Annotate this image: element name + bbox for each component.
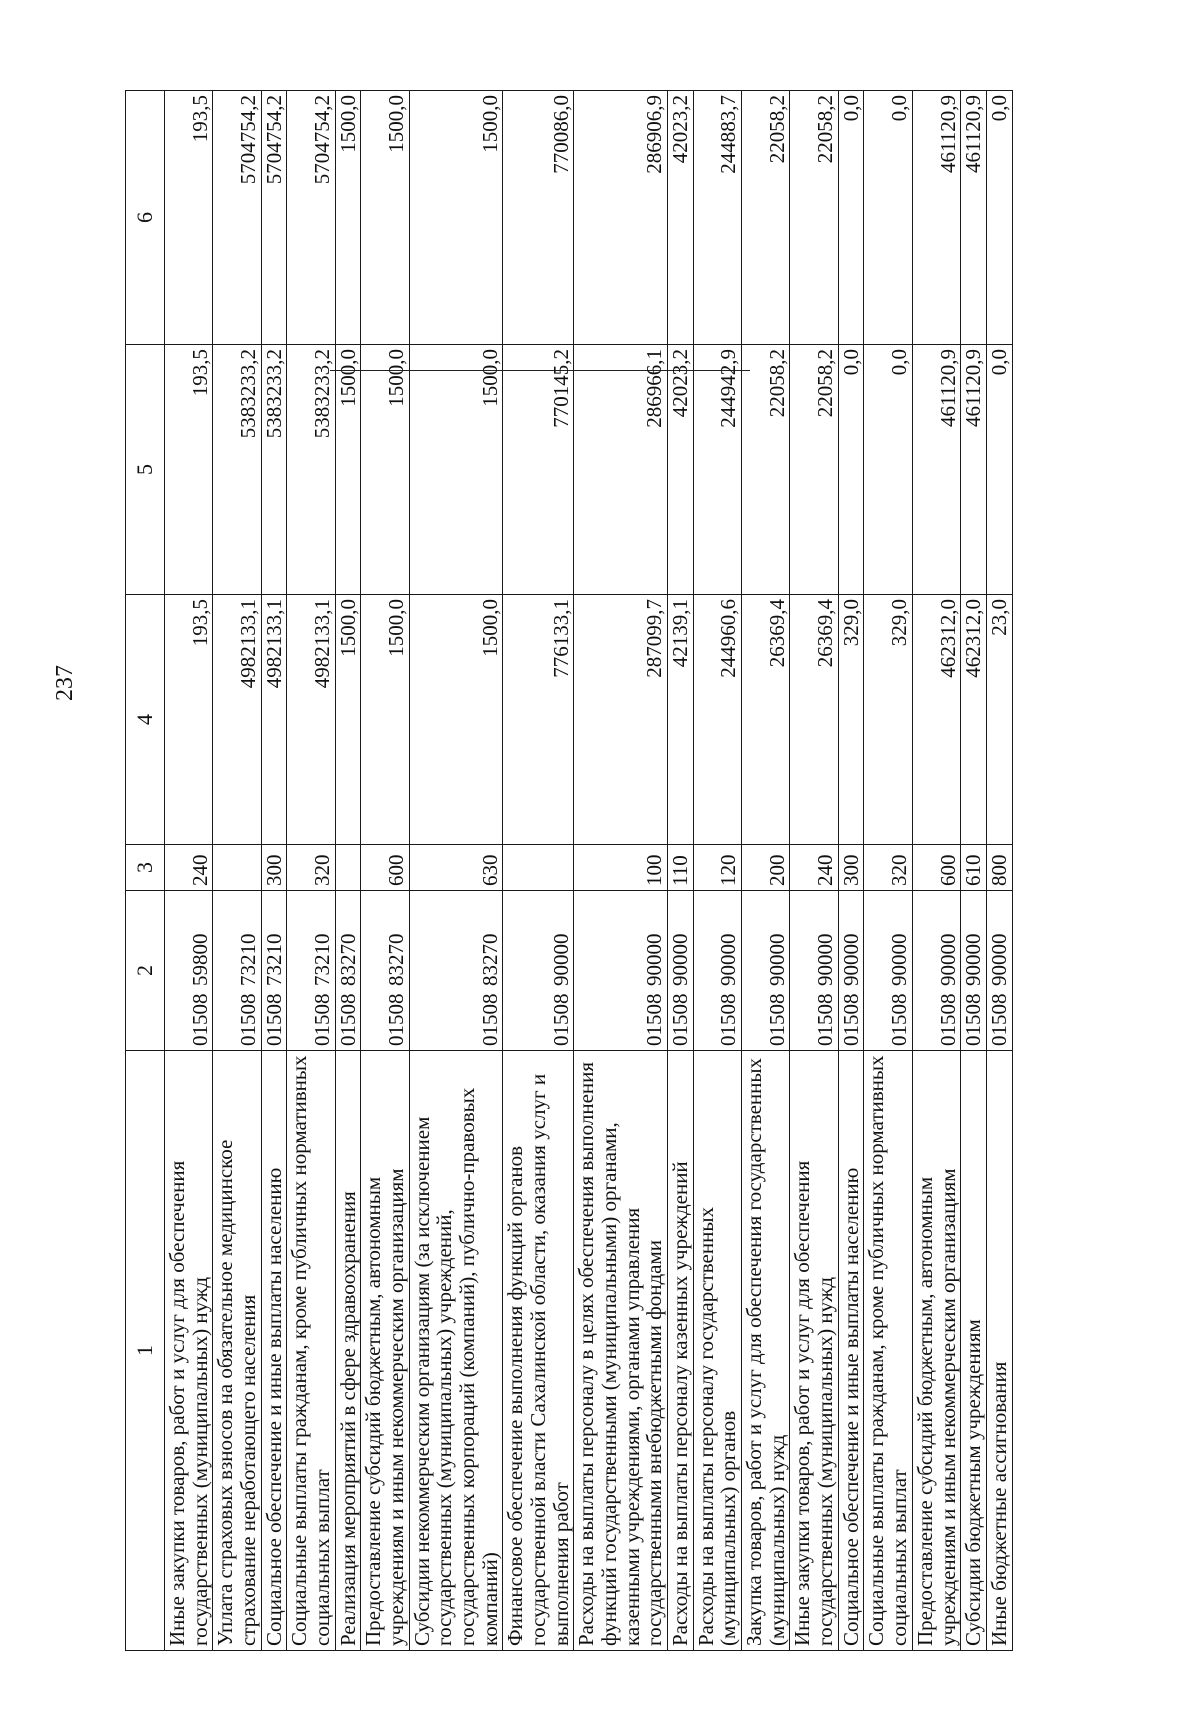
row-name-cell: Финансовое обеспечение выполнения функций органов государственной власти Сахалинской области, оказания услуг и выполнения работ — [503, 1051, 574, 1651]
table-row — [335, 91, 361, 1651]
row-kind-cell — [213, 845, 261, 891]
row-section-code: 01508 — [961, 993, 986, 1046]
row-value-col6: 461120,9 — [961, 91, 987, 345]
row-code-cell — [742, 891, 790, 1051]
row-code-cell — [790, 891, 838, 1051]
row-section-code: 01508 — [548, 993, 573, 1046]
row-section-code: 01508 — [384, 993, 409, 1046]
row-target-code: 90000 — [668, 933, 693, 986]
table-row — [503, 91, 574, 1651]
row-value-col4: 26369,4 — [742, 595, 790, 845]
row-name-cell: Предоставление субсидий бюджетным, автономным учреждениям и иным некоммерческим организациям — [912, 1051, 960, 1651]
row-code-cell — [287, 891, 335, 1051]
row-code-cell — [409, 891, 503, 1051]
row-value-col6: 0,0 — [986, 91, 1012, 345]
table-row — [912, 91, 960, 1651]
row-code-cell — [864, 891, 912, 1051]
header-col-2: 2 — [126, 891, 165, 1051]
row-kind-cell — [503, 845, 574, 891]
row-value-col5: 0,0 — [986, 345, 1012, 595]
row-value-col5: 22058,2 — [790, 345, 838, 595]
row-kind-cell: 240 — [165, 845, 213, 891]
row-value-col6: 42023,2 — [668, 91, 694, 345]
row-value-col6: 244883,7 — [693, 91, 741, 345]
row-value-col4: 4982133,1 — [261, 595, 287, 845]
row-value-col4: 1500,0 — [409, 595, 503, 845]
row-kind-cell: 610 — [961, 845, 987, 891]
row-value-col6: 770086,0 — [503, 91, 574, 345]
row-target-code: 90000 — [813, 933, 838, 986]
row-name-cell: Уплата страховых взносов на обязательное медицинское страхование неработающего населения — [213, 1051, 261, 1651]
row-name-cell: Социальное обеспечение и иные выплаты населению — [261, 1051, 287, 1651]
row-value-col6: 5704754,2 — [287, 91, 335, 345]
row-target-code: 90000 — [935, 933, 960, 986]
row-name-cell: Иные закупки товаров, работ и услуг для обеспечения государственных (муниципальных) нужд — [165, 1051, 213, 1651]
row-value-col5: 286966,1 — [574, 345, 668, 595]
row-kind-cell: 320 — [864, 845, 912, 891]
row-kind-cell: 110 — [668, 845, 694, 891]
row-kind-cell: 300 — [838, 845, 864, 891]
row-value-col4: 776133,1 — [503, 595, 574, 845]
row-code-cell — [693, 891, 741, 1051]
table-row — [574, 91, 668, 1651]
row-value-col5: 0,0 — [864, 345, 912, 595]
row-target-code: 90000 — [986, 933, 1011, 986]
row-target-code: 90000 — [887, 933, 912, 986]
row-kind-cell: 600 — [361, 845, 409, 891]
table-row — [790, 91, 838, 1651]
row-value-col6: 1500,0 — [335, 91, 361, 345]
row-section-code: 01508 — [477, 993, 502, 1046]
row-value-col5: 5383233,2 — [261, 345, 287, 595]
header-col-4: 4 — [126, 595, 165, 845]
row-section-code: 01508 — [813, 993, 838, 1046]
header-col-3: 3 — [126, 845, 165, 891]
page-number: 237 — [52, 665, 78, 701]
row-value-col4: 462312,0 — [961, 595, 987, 845]
row-name-cell: Субсидии бюджетным учреждениям — [961, 1051, 987, 1651]
row-target-code: 90000 — [838, 933, 863, 986]
row-value-col6: 5704754,2 — [213, 91, 261, 345]
row-target-code: 59800 — [187, 933, 212, 986]
row-code-cell — [361, 891, 409, 1051]
row-value-col4: 4982133,1 — [287, 595, 335, 845]
row-value-col5: 193,5 — [165, 345, 213, 595]
row-value-col6: 1500,0 — [361, 91, 409, 345]
table-row — [213, 91, 261, 1651]
table-row — [961, 91, 987, 1651]
row-kind-cell: 240 — [790, 845, 838, 891]
row-name-cell: Расходы на выплаты персоналу государственных (муниципальных) органов — [693, 1051, 741, 1651]
row-code-cell — [838, 891, 864, 1051]
row-value-col4: 4982133,1 — [213, 595, 261, 845]
row-value-col6: 22058,2 — [790, 91, 838, 345]
row-kind-cell — [335, 845, 361, 891]
row-section-code: 01508 — [187, 993, 212, 1046]
header-col-6: 6 — [126, 91, 165, 345]
table-row — [409, 91, 503, 1651]
row-target-code: 90000 — [961, 933, 986, 986]
row-name-cell: Иные закупки товаров, работ и услуг для обеспечения государственных (муниципальных) нужд — [790, 1051, 838, 1651]
row-value-col4: 42139,1 — [668, 595, 694, 845]
row-section-code: 01508 — [668, 993, 693, 1046]
row-section-code: 01508 — [261, 993, 286, 1046]
row-kind-cell: 630 — [409, 845, 503, 891]
row-value-col5: 0,0 — [838, 345, 864, 595]
row-value-col4: 462312,0 — [912, 595, 960, 845]
row-section-code: 01508 — [887, 993, 912, 1046]
row-value-col5: 461120,9 — [912, 345, 960, 595]
row-name-cell: Социальные выплаты гражданам, кроме публичных нормативных социальных выплат — [287, 1051, 335, 1651]
row-code-cell — [668, 891, 694, 1051]
row-target-code: 73210 — [261, 933, 286, 986]
row-value-col5: 1500,0 — [361, 345, 409, 595]
row-value-col4: 287099,7 — [574, 595, 668, 845]
row-name-cell: Иные бюджетные ассигнования — [986, 1051, 1012, 1651]
row-section-code: 01508 — [642, 993, 667, 1046]
row-value-col6: 1500,0 — [409, 91, 503, 345]
row-section-code: 01508 — [764, 993, 789, 1046]
row-value-col4: 26369,4 — [790, 595, 838, 845]
row-target-code: 83270 — [335, 933, 360, 986]
row-kind-cell: 800 — [986, 845, 1012, 891]
table-row — [693, 91, 741, 1651]
table-row — [165, 91, 213, 1651]
table-row — [287, 91, 335, 1651]
table-row — [864, 91, 912, 1651]
row-value-col5: 1500,0 — [409, 345, 503, 595]
row-name-cell: Расходы на выплаты персоналу в целях обеспечения выполнения функций государственными (муниципальными) органами, казенными учреждениями, органами управления государственными внебюджетными фондами — [574, 1051, 668, 1651]
row-code-cell — [165, 891, 213, 1051]
table-row — [838, 91, 864, 1651]
row-kind-cell: 200 — [742, 845, 790, 891]
budget-table — [125, 90, 1013, 1651]
row-value-col6: 286906,9 — [574, 91, 668, 345]
row-name-cell: Субсидии некоммерческим организациям (за исключением государственных (муниципальных) учреждений, государственных корпораций (компаний), публично-правовых компаний) — [409, 1051, 503, 1651]
row-value-col6: 193,5 — [165, 91, 213, 345]
row-target-code: 90000 — [548, 933, 573, 986]
row-name-cell: Социальные выплаты гражданам, кроме публичных нормативных социальных выплат — [864, 1051, 912, 1651]
row-value-col5: 42023,2 — [668, 345, 694, 595]
row-value-col6: 22058,2 — [742, 91, 790, 345]
row-value-col6: 0,0 — [838, 91, 864, 345]
table-body — [165, 91, 1013, 1651]
row-kind-cell: 100 — [574, 845, 668, 891]
row-value-col4: 1500,0 — [361, 595, 409, 845]
row-value-col4: 244960,6 — [693, 595, 741, 845]
row-section-code: 01508 — [335, 993, 360, 1046]
row-section-code: 01508 — [310, 993, 335, 1046]
row-target-code: 90000 — [764, 933, 789, 986]
row-name-cell: Социальное обеспечение и иные выплаты населению — [838, 1051, 864, 1651]
table-row — [261, 91, 287, 1651]
row-value-col5: 461120,9 — [961, 345, 987, 595]
row-value-col4: 23,0 — [986, 595, 1012, 845]
table-row — [986, 91, 1012, 1651]
row-section-code: 01508 — [935, 993, 960, 1046]
row-name-cell: Реализация мероприятий в сфере здравоохранения — [335, 1051, 361, 1651]
row-code-cell — [503, 891, 574, 1051]
row-value-col4: 329,0 — [864, 595, 912, 845]
header-col-5: 5 — [126, 345, 165, 595]
row-value-col5: 22058,2 — [742, 345, 790, 595]
row-kind-cell: 300 — [261, 845, 287, 891]
row-value-col5: 5383233,2 — [213, 345, 261, 595]
row-kind-cell: 320 — [287, 845, 335, 891]
row-kind-cell: 120 — [693, 845, 741, 891]
row-value-col4: 193,5 — [165, 595, 213, 845]
row-code-cell — [912, 891, 960, 1051]
row-value-col4: 1500,0 — [335, 595, 361, 845]
row-value-col6: 0,0 — [864, 91, 912, 345]
row-value-col5: 5383233,2 — [287, 345, 335, 595]
table-header-row — [126, 91, 165, 1651]
row-section-code: 01508 — [236, 993, 261, 1046]
row-code-cell — [574, 891, 668, 1051]
table-row — [668, 91, 694, 1651]
row-target-code: 73210 — [310, 933, 335, 986]
row-value-col5: 1500,0 — [335, 345, 361, 595]
header-col-1: 1 — [126, 1051, 165, 1651]
row-section-code: 01508 — [838, 993, 863, 1046]
table-row — [742, 91, 790, 1651]
row-target-code: 73210 — [236, 933, 261, 986]
row-value-col5: 770145,2 — [503, 345, 574, 595]
row-target-code: 90000 — [716, 933, 741, 986]
table-row — [361, 91, 409, 1651]
row-name-cell: Закупка товаров, работ и услуг для обеспечения государственных (муниципальных) нужд — [742, 1051, 790, 1651]
row-value-col6: 5704754,2 — [261, 91, 287, 345]
row-value-col4: 329,0 — [838, 595, 864, 845]
row-code-cell — [261, 891, 287, 1051]
row-name-cell: Расходы на выплаты персоналу казенных учреждений — [668, 1051, 694, 1651]
row-target-code: 83270 — [477, 933, 502, 986]
row-section-code: 01508 — [716, 993, 741, 1046]
row-kind-cell: 600 — [912, 845, 960, 891]
row-code-cell — [986, 891, 1012, 1051]
row-target-code: 83270 — [384, 933, 409, 986]
row-target-code: 90000 — [642, 933, 667, 986]
row-code-cell — [335, 891, 361, 1051]
row-value-col6: 461120,9 — [912, 91, 960, 345]
row-value-col5: 244942,9 — [693, 345, 741, 595]
row-code-cell — [213, 891, 261, 1051]
row-name-cell: Предоставление субсидий бюджетным, автономным учреждениям и иным некоммерческим организациям — [361, 1051, 409, 1651]
row-code-cell — [961, 891, 987, 1051]
row-section-code: 01508 — [986, 993, 1011, 1046]
